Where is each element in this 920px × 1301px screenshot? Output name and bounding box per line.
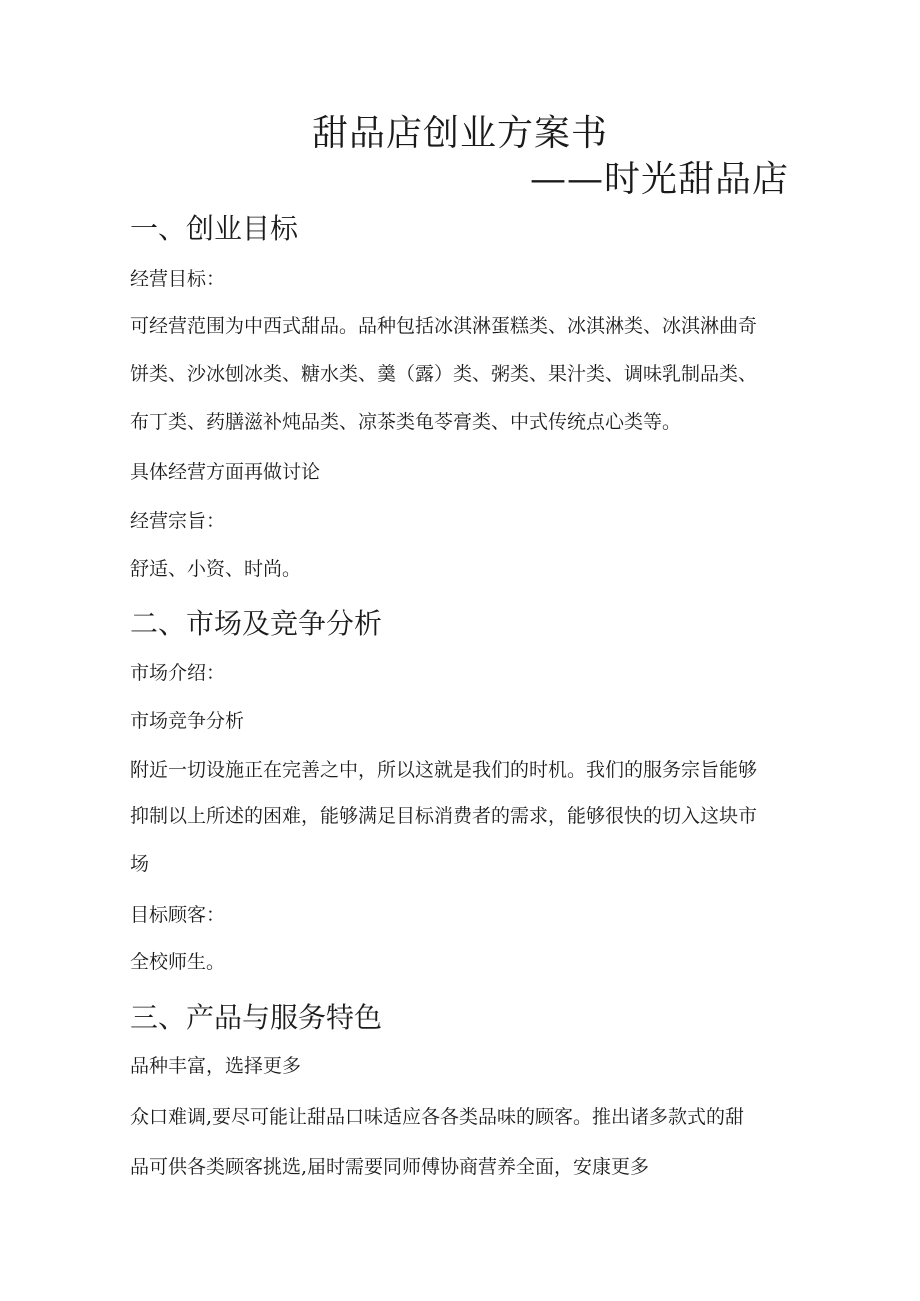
section-heading-2: 二、市场及竞争分析 — [130, 607, 383, 640]
paragraph-text: 市场竞争分析 — [130, 710, 245, 732]
paragraph-text: 全校师生。 — [130, 951, 226, 973]
paragraph-text: 品可供各类顾客挑选,届时需要同师傅协商营养全面，安康更多 — [130, 1156, 650, 1178]
paragraph-text: 经营目标： — [130, 268, 226, 290]
section-heading-1: 一、创业目标 — [130, 212, 299, 245]
paragraph-text: 品种丰富，选择更多 — [130, 1055, 302, 1077]
paragraph-text: 抑制以上所述的困难，能够满足目标消费者的需求，能够很快的切入这块市 — [130, 805, 758, 827]
section-heading-3: 三、产品与服务特色 — [130, 1001, 383, 1034]
document-subtitle: ——时光甜品店 — [530, 159, 790, 200]
document-title: 甜品店创业方案书 — [311, 113, 608, 154]
paragraph-text: 可经营范围为中西式甜品。品种包括冰淇淋蛋糕类、冰淇淋类、冰淇淋曲奇 — [130, 315, 758, 337]
paragraph-text: 布丁类、药膳滋补炖品类、凉茶类龟苓膏类、中式传统点心类等。 — [130, 411, 682, 433]
paragraph-text: 具体经营方面再做讨论 — [130, 461, 321, 483]
paragraph-text: 经营宗旨： — [130, 510, 226, 532]
paragraph-text: 众口难调,要尽可能让甜品口味适应各各类品味的顾客。推出诸多款式的甜 — [130, 1106, 745, 1128]
paragraph-text: 目标顾客： — [130, 904, 226, 926]
paragraph-text: 场 — [130, 853, 150, 875]
paragraph-text: 饼类、沙冰刨冰类、糖水类、羹（露）类、粥类、果汁类、调味乳制品类、 — [130, 363, 758, 385]
paragraph-text: 市场介绍： — [130, 662, 226, 684]
paragraph-text: 附近一切设施正在完善之中，所以这就是我们的时机。我们的服务宗旨能够 — [130, 759, 758, 781]
paragraph-text: 舒适、小资、时尚。 — [130, 558, 302, 580]
